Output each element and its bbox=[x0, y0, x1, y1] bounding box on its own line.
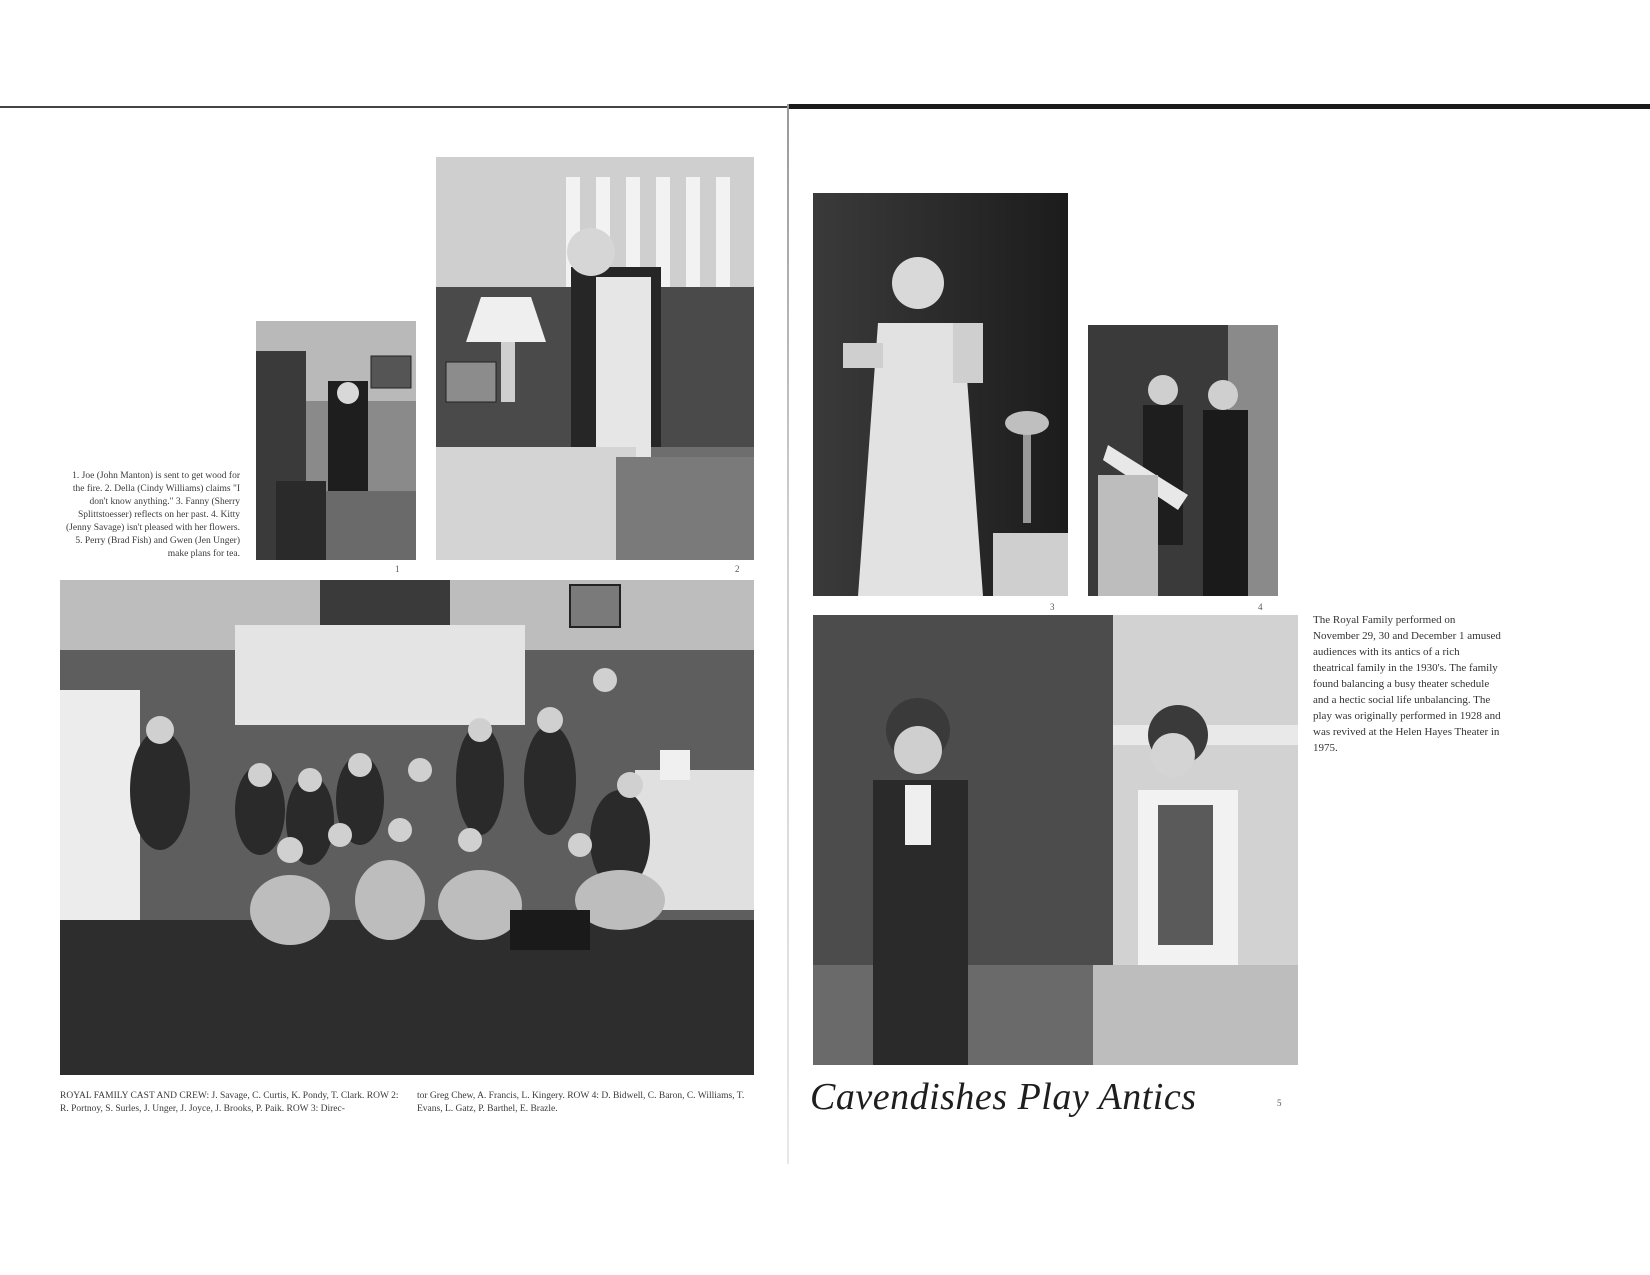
right-page-top-edge bbox=[789, 104, 1650, 109]
cast-caption-column-2: tor Greg Chew, A. Francis, L. Kingery. ROW 4: D. Bidwell, C. Baron, C. Williams, T. Evans, L. Gatz, P. Barthel, E. Brazle. bbox=[417, 1091, 745, 1114]
left-page-top-edge bbox=[0, 106, 787, 108]
photo-1-joe bbox=[256, 321, 416, 560]
story-text: The Royal Family performed on November 29, 30 and December 1 amused audiences with its antics of a rich theatrical family in the 1930's. The family found balancing a busy theater schedule and a hectic social life unbalancing. The play was originally performed in 1928 and was revived at the Helen Hayes Theater in 1975. bbox=[1313, 614, 1501, 754]
photo-5-perry-and-gwen bbox=[813, 615, 1298, 1065]
photo-1-number: 1 bbox=[395, 564, 400, 574]
photo-3-number: 3 bbox=[1050, 602, 1055, 612]
book-spine-gutter bbox=[787, 104, 789, 1164]
page-headline: Cavendishes Play Antics bbox=[810, 1076, 1197, 1118]
photo-4-number: 4 bbox=[1258, 602, 1263, 612]
photo-caption: 1. Joe (John Manton) is sent to get wood for the fire. 2. Della (Cindy Williams) claims "I don't know anything." 3. Fanny (Sherry Splittstoesser) reflects on her past. 4. Kitty (Jenny Savage) isn't pleased with her flowers. 5. Perry (Brad Fish) and Gwen (Jen Unger) make plans for tea. bbox=[66, 471, 240, 559]
photo-2-della bbox=[436, 157, 754, 560]
photo-4-kitty bbox=[1088, 325, 1278, 596]
photo-5-number: 5 bbox=[1277, 1098, 1282, 1108]
cast-and-crew-group-photo bbox=[60, 580, 754, 1075]
photo-3-fanny bbox=[813, 193, 1068, 596]
photo-2-number: 2 bbox=[735, 564, 740, 574]
cast-caption-column-1: ROYAL FAMILY CAST AND CREW: J. Savage, C. Curtis, K. Pondy, T. Clark. ROW 2: R. Portnoy, S. Surles, J. Unger, J. Joyce, J. Brooks, P. Paik. ROW 3: Direc- bbox=[60, 1091, 399, 1114]
